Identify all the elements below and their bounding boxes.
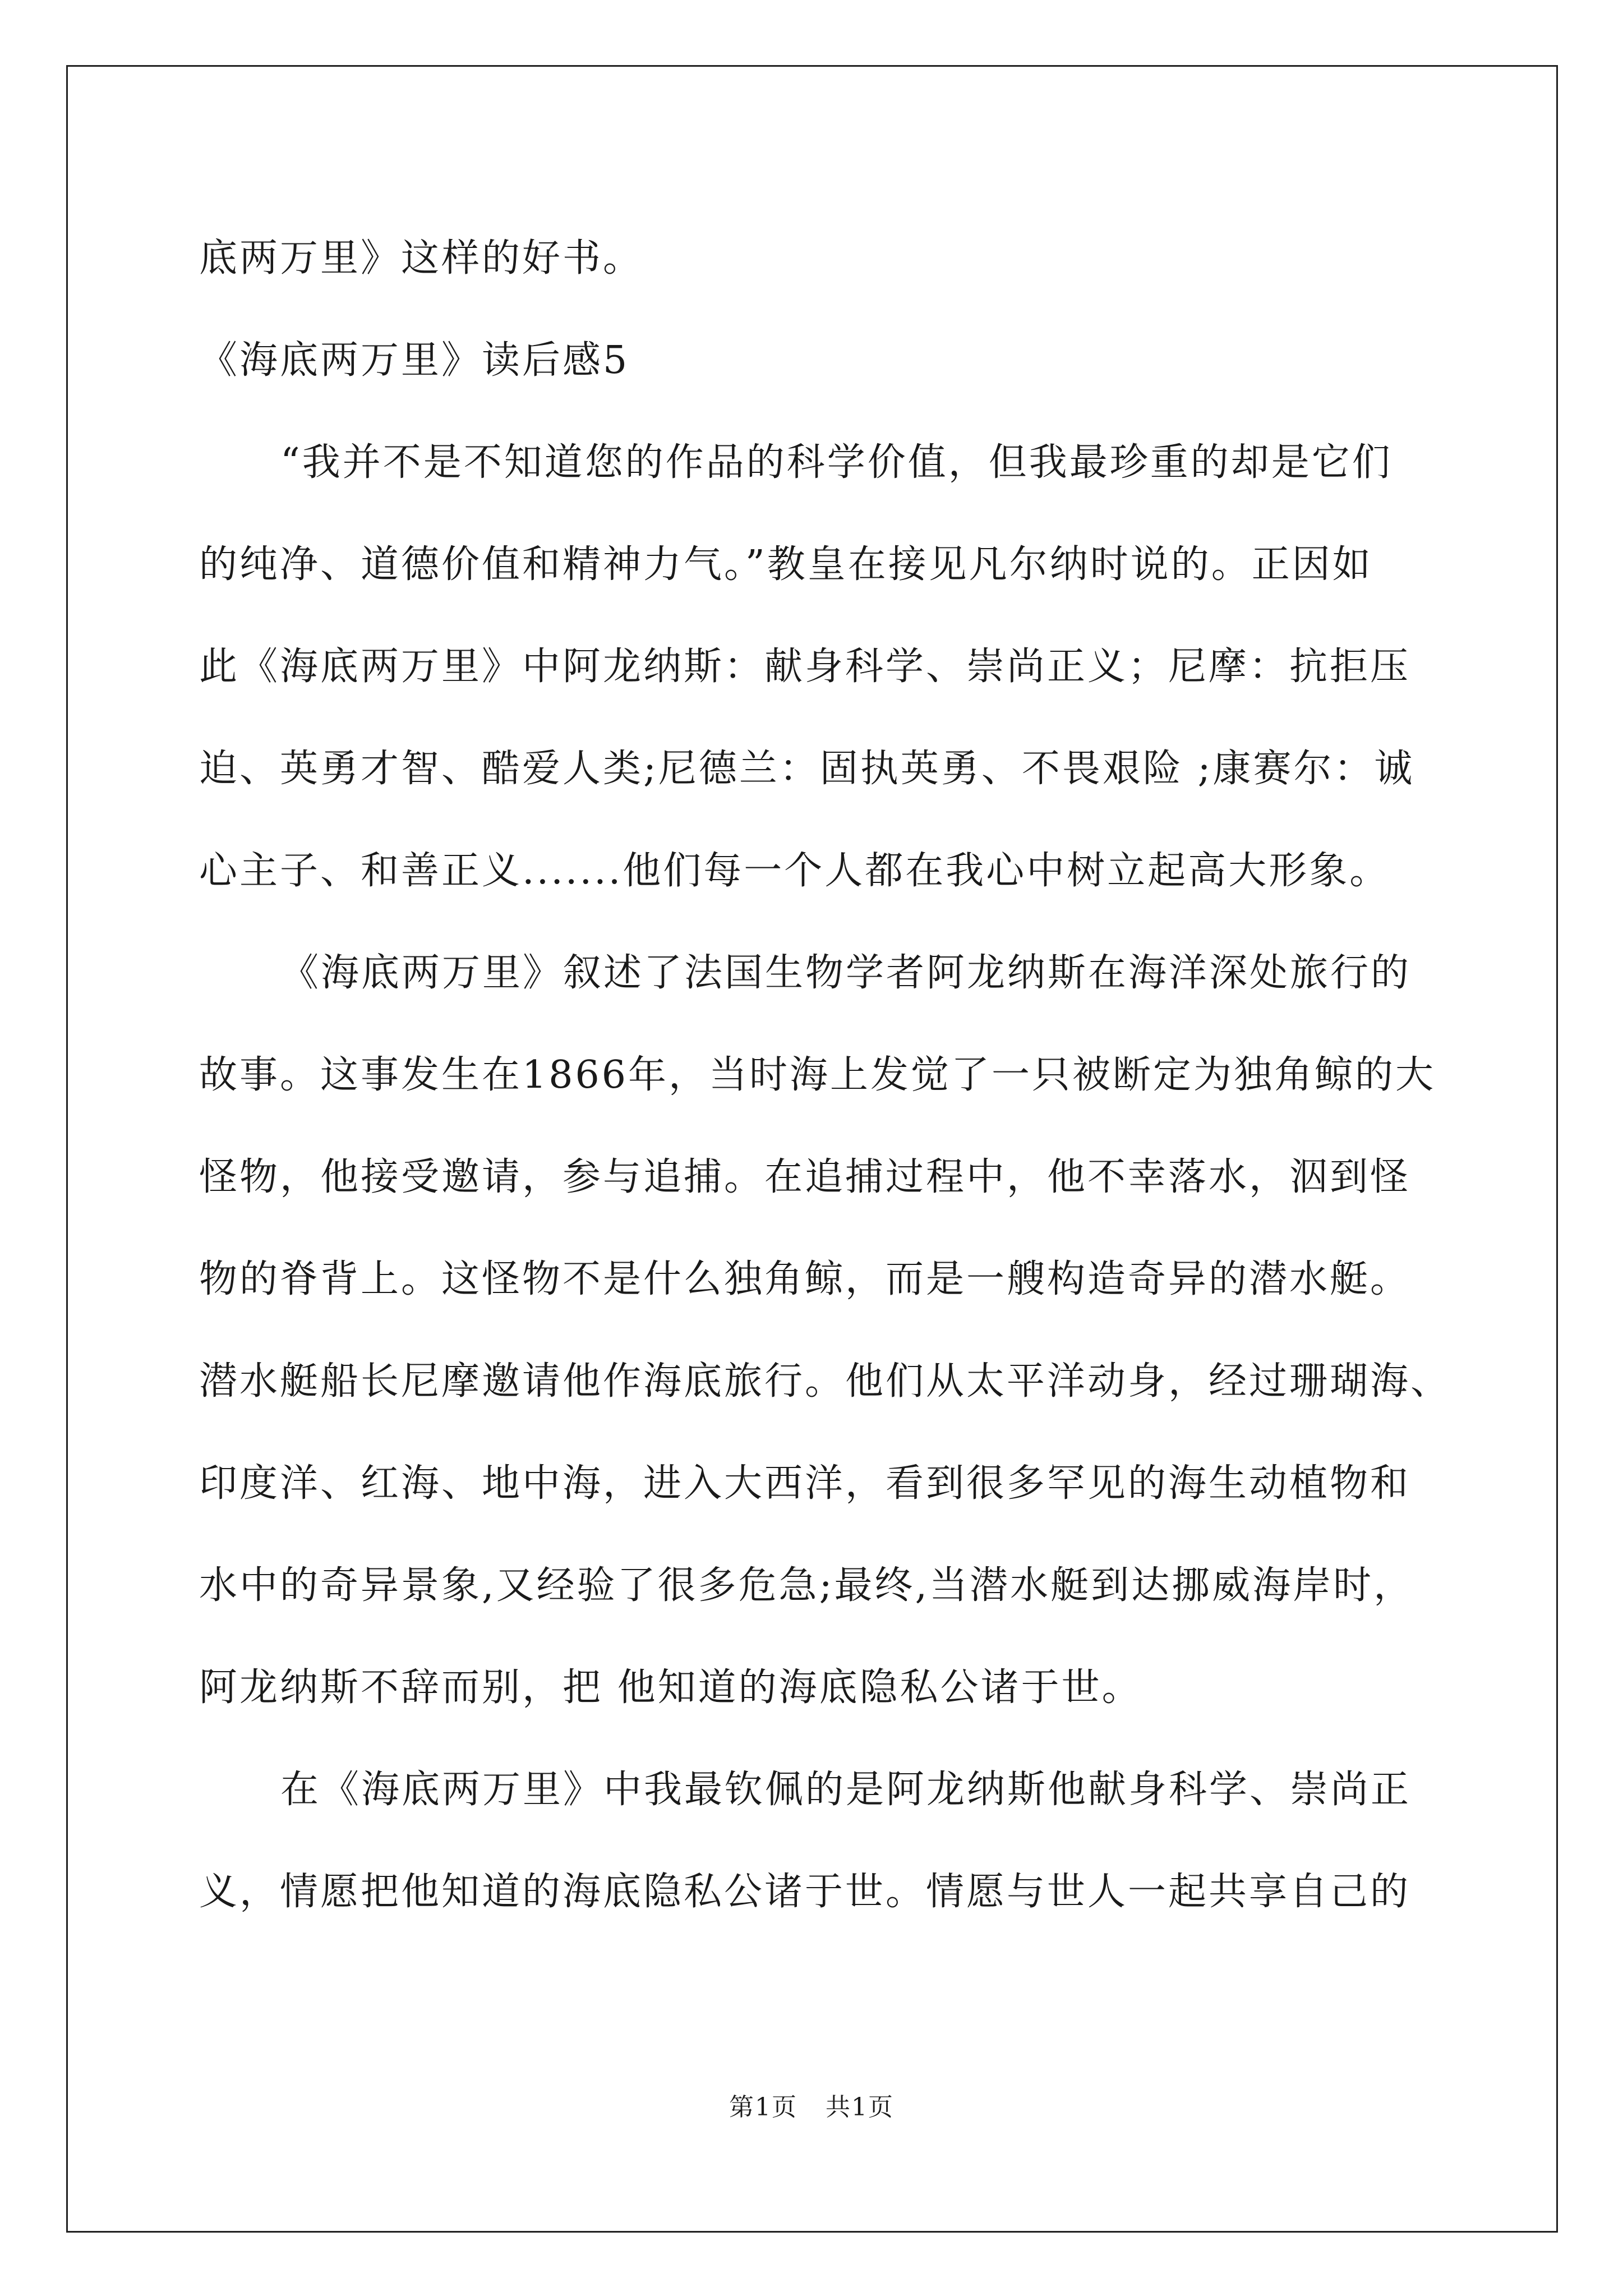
text-line: 潜水艇船长尼摩邀请他作海底旅行。他们从太平洋动身，经过珊瑚海、	[199, 1359, 1451, 1404]
page-number: 第1页	[729, 2093, 797, 2122]
text-line: 水中的奇异景象,又经验了很多危急;最终,当潜水艇到达挪威海岸时，	[199, 1563, 1414, 1608]
text-line: 底两万里》这样的好书。	[199, 236, 644, 280]
text-line: 的纯净、道德价值和精神力气。”教皇在接见凡尔纳时说的。正因如	[199, 542, 1373, 587]
document-body	[199, 208, 1451, 1943]
text-line: 故事。这事发生在1866年，当时海上发觉了一只被断定为独角鲸的大	[199, 1053, 1436, 1097]
text-line: 此《海底两万里》中阿龙纳斯：献身科学、崇尚正义；尼摩：抗拒压	[199, 645, 1411, 689]
text-line: 阿龙纳斯不辞而别，把 他知道的海底隐私公诸于世。	[199, 1665, 1142, 1710]
page-footer	[0, 2087, 1623, 2123]
text-line: 物的脊背上。这怪物不是什么独角鲸，而是一艘构造奇异的潜水艇。	[199, 1257, 1411, 1301]
page-total: 共1页	[826, 2093, 894, 2122]
text-line: 在《海底两万里》中我最钦佩的是阿龙纳斯他献身科学、崇尚正	[280, 1768, 1412, 1812]
text-line: “我并不是不知道您的作品的科学价值，但我最珍重的却是它们	[280, 440, 1393, 485]
text-line: 印度洋、红海、地中海，进入大西洋，看到很多罕见的海生动植物和	[199, 1461, 1411, 1506]
text-line: 义，情愿把他知道的海底隐私公诸于世。情愿与世人一起共享自己的	[199, 1870, 1411, 1914]
section-heading: 《海底两万里》读后感5	[199, 338, 630, 383]
text-line: 《海底两万里》叙述了法国生物学者阿龙纳斯在海洋深处旅行的	[280, 951, 1412, 995]
text-line: 迫、英勇才智、酷爱人类;尼德兰：固执英勇、不畏艰险 ;康赛尔：诚	[199, 747, 1415, 791]
text-line: 怪物，他接受邀请，参与追捕。在追捕过程中，他不幸落水，泅到怪	[199, 1155, 1411, 1199]
text-line: 心主子、和善正义.......他们每一个人都在我心中树立起高大形象。	[199, 849, 1390, 893]
